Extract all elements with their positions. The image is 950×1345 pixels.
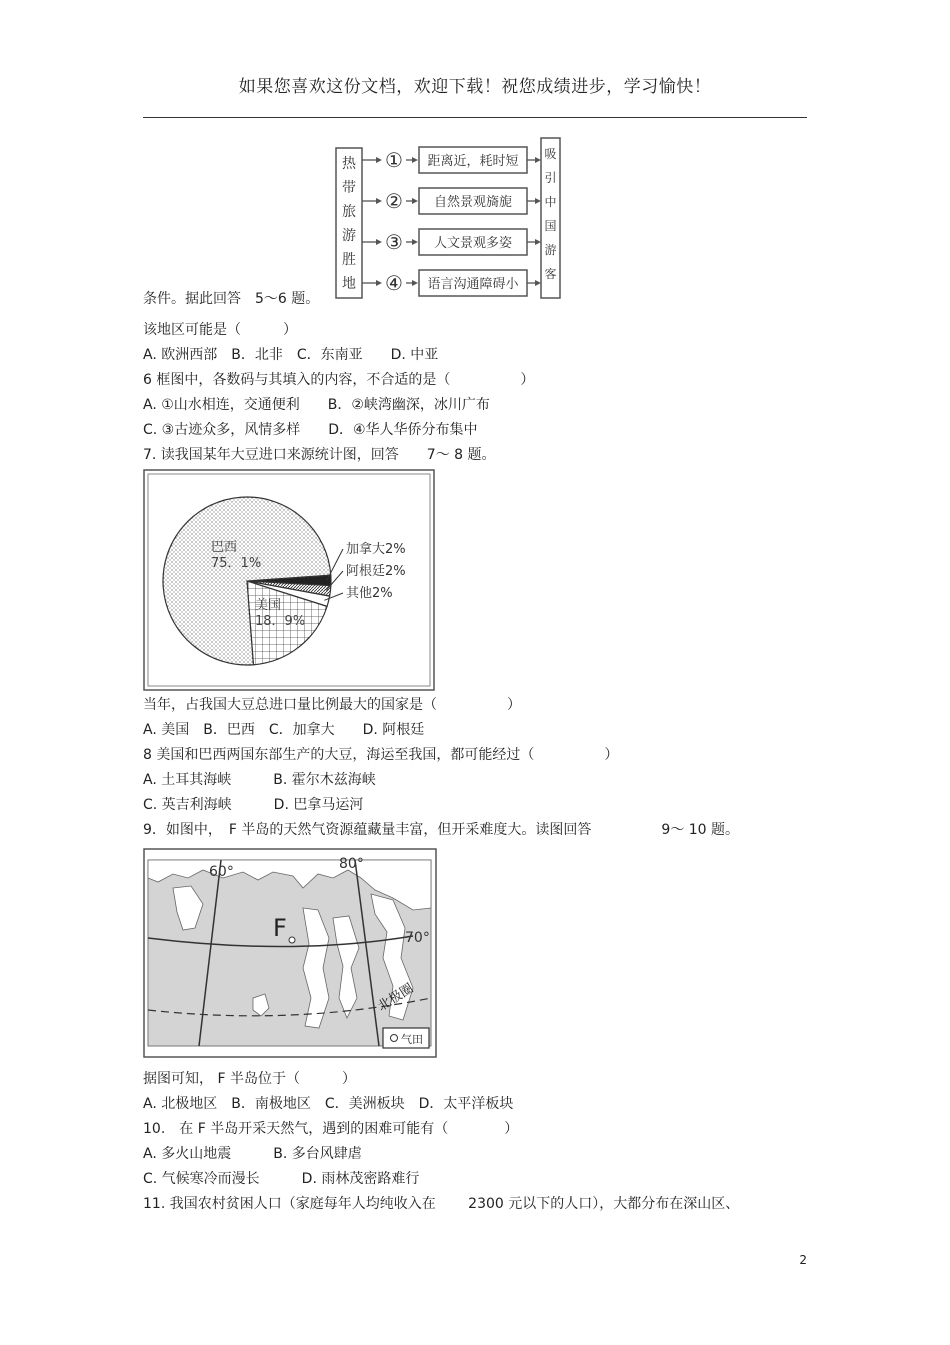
diagram-item-text: 语言沟通障碍小 — [427, 277, 519, 292]
diagram-left-char: 带 — [342, 180, 356, 196]
diagram-arrowhead-icon — [376, 157, 382, 163]
page-number: 2 — [799, 1253, 807, 1267]
text-line-13: 9．如图中， F 半岛的天然气资源蕴藏量丰富，但开采难度大。读图回答 9～ 10 题。 — [143, 822, 740, 838]
text-line-6: C. ③古迹众多，风情多样 D．④华人华侨分布集中 — [143, 422, 478, 438]
diagram-item-number: ② — [385, 189, 403, 213]
diagram-left-char: 旅 — [342, 204, 356, 220]
diagram-arrowhead-icon — [376, 198, 382, 204]
diagram-arrowhead-icon — [535, 239, 541, 245]
soybean-pie-chart — [143, 469, 435, 691]
text-line-11: A. 土耳其海峡 B. 霍尔木兹海峡 — [143, 772, 376, 788]
text-line-2: 该地区可能是（ ） — [143, 322, 297, 338]
diagram-left-char: 游 — [342, 228, 356, 244]
diagram-item-text: 距离近，耗时短 — [427, 154, 519, 169]
map-legend-label: 气田 — [401, 1033, 423, 1046]
diagram-arrowhead-icon — [535, 198, 541, 204]
legend-gas-field-icon — [391, 1035, 398, 1042]
diagram-right-char: 引 — [544, 171, 557, 185]
diagram-left-char: 胜 — [342, 252, 356, 268]
diagram-left-char: 地 — [342, 276, 356, 292]
text-line-5: A. ①山水相连，交通便利 B．②峡湾幽深，冰川广布 — [143, 397, 490, 413]
page-header: 如果您喜欢这份文档，欢迎下载！祝您成绩进步，学习愉快！ — [238, 77, 712, 97]
diagram-arrowhead-icon — [535, 280, 541, 286]
gas-field-marker-icon — [289, 937, 295, 943]
diagram-item-text: 人文景观多姿 — [433, 236, 513, 251]
pie-label-其他: 其他2% — [346, 586, 393, 601]
text-line-17: A. 多火山地震 B. 多台风肆虐 — [143, 1146, 362, 1162]
pie-label-加拿大: 加拿大2% — [346, 542, 406, 557]
diagram-arrowhead-icon — [376, 239, 382, 245]
diagram-right-char: 客 — [544, 267, 557, 281]
diagram-arrowhead-icon — [412, 280, 418, 286]
diagram-arrowhead-icon — [376, 280, 382, 286]
text-line-3: A. 欧洲西部 B．北非 C．东南亚 D. 中亚 — [143, 347, 439, 363]
map-feature-label: F — [273, 914, 287, 942]
text-line-9: A. 美国 B．巴西 C．加拿大 D. 阿根廷 — [143, 722, 425, 738]
text-line-1: 条件。据此回答 5～6 题。 — [143, 291, 320, 307]
diagram-arrowhead-icon — [412, 198, 418, 204]
text-line-16: 10. 在 F 半岛开采天然气，遇到的困难可能有（ ） — [143, 1121, 519, 1137]
diagram-arrowhead-icon — [412, 157, 418, 163]
diagram-right-char: 国 — [544, 219, 557, 233]
pie-label-美国: 美国 18．9% — [255, 598, 306, 629]
map-arctic-circle-label: 北极圈 — [375, 981, 417, 1015]
pie-label-阿根廷: 阿根廷2% — [346, 564, 406, 579]
diagram-right-char: 中 — [544, 195, 557, 209]
diagram-arrowhead-icon — [412, 239, 418, 245]
text-line-10: 8 美国和巴西两国东部生产的大豆，海运至我国，都可能经过（ ） — [143, 747, 619, 763]
map-lon-80-label: 80° — [339, 856, 364, 872]
diagram-item-text: 自然景观旖旎 — [433, 195, 513, 210]
tourism-diagram — [334, 130, 566, 302]
diagram-item-number: ④ — [385, 271, 403, 295]
diagram-item-number: ③ — [385, 230, 403, 254]
arctic-map — [143, 848, 437, 1058]
text-line-14: 据图可知， F 半岛位于（ ） — [143, 1071, 356, 1087]
diagram-right-char: 吸 — [544, 147, 557, 161]
text-line-7: 7. 读我国某年大豆进口来源统计图，回答 7～ 8 题。 — [143, 447, 496, 463]
text-line-4: 6 框图中，各数码与其填入的内容，不合适的是（ ） — [143, 372, 535, 388]
diagram-left-char: 热 — [342, 156, 356, 172]
text-line-18: C. 气候寒冷而漫长 D. 雨林茂密路难行 — [143, 1171, 420, 1187]
diagram-item-number: ① — [385, 148, 403, 172]
text-line-12: C. 英吉利海峡 D. 巴拿马运河 — [143, 797, 364, 813]
map-lon-60-label: 60° — [209, 864, 234, 880]
diagram-right-char: 游 — [544, 243, 557, 257]
text-line-8: 当年，占我国大豆总进口量比例最大的国家是（ ） — [143, 697, 521, 713]
diagram-arrowhead-icon — [535, 157, 541, 163]
map-lat-70-label: 70° — [405, 930, 430, 946]
text-line-19: 11. 我国农村贫困人口（家庭每年人均纯收入在 2300 元以下的人口），大都分布在深山区、 — [143, 1196, 740, 1212]
pie-label-巴西: 巴西 75．1% — [211, 540, 262, 571]
text-line-15: A. 北极地区 B．南极地区 C．美洲板块 D．太平洋板块 — [143, 1096, 514, 1112]
header-rule — [143, 117, 807, 118]
